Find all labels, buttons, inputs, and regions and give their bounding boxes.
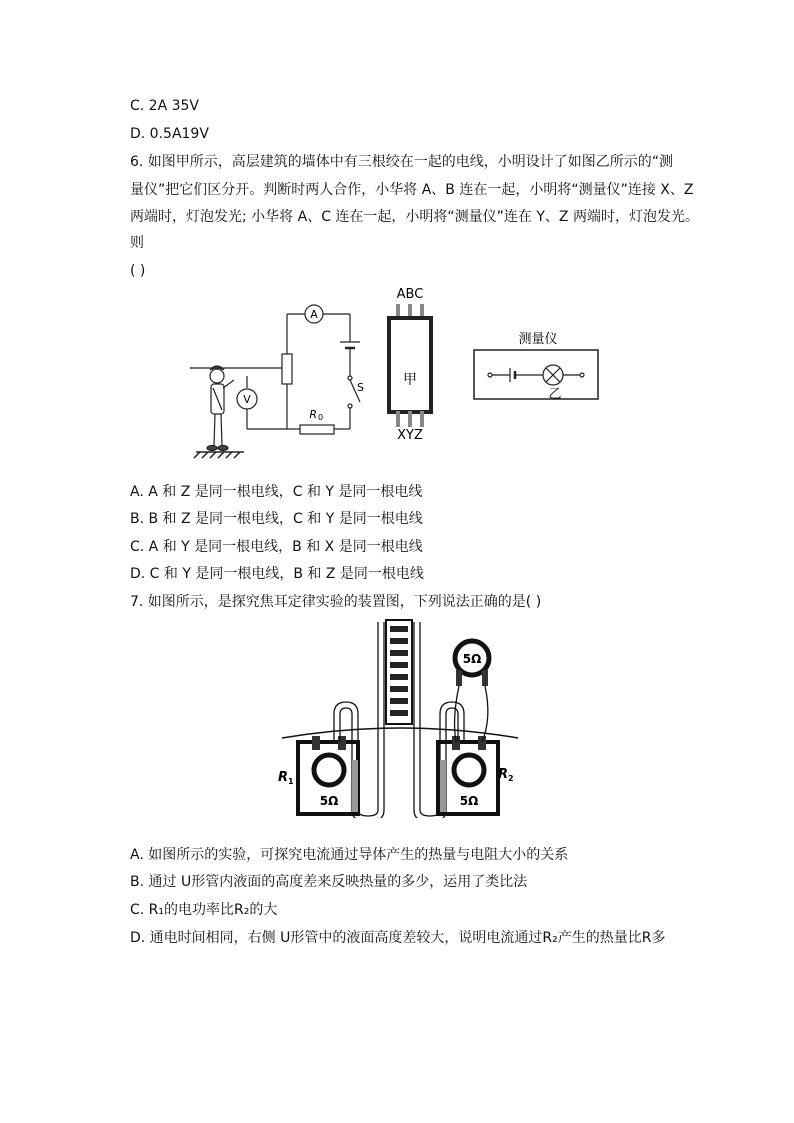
- resistor-label: R: [309, 408, 317, 421]
- q6-stem-line-4: 则: [130, 235, 144, 251]
- q6-option-a: A. A 和 Z 是同一根电线，C 和 Y 是同一根电线: [130, 484, 423, 500]
- q7-option-d: D. 通电时间相同，右侧 U形管中的液面高度差较大，说明电流通过R₂产生的热量比R多: [130, 930, 666, 946]
- q6-answer-bracket: ( ): [130, 263, 146, 279]
- q7-option-a: A. 如图所示的实验，可探究电流通过导体产生的热量与电阻大小的关系: [130, 847, 569, 863]
- switch-label: S: [357, 381, 364, 394]
- person-figure: [207, 366, 234, 451]
- wall-box-label: 甲: [403, 372, 417, 388]
- right-resistor-value: 5Ω: [459, 794, 479, 808]
- resistor-r0: [300, 425, 334, 434]
- ammeter-label: A: [310, 308, 318, 321]
- rheostat: [282, 354, 292, 384]
- resistor-subscript: 0: [318, 413, 324, 422]
- right-resistor-coil: [454, 755, 484, 785]
- external-resistor-value: 5Ω: [462, 652, 482, 666]
- q7-option-b: B. 通过 U形管内液面的高度差来反映热量的多少，运用了类比法: [130, 874, 528, 890]
- r1-subscript: 1: [288, 777, 294, 786]
- q6-stem-line-2: 量仪”把它们区分开。判断时两人合作，小华将 A、B 连在一起，小明将“测量仪”连接 X、Z: [130, 182, 694, 198]
- q6-option-d: D. C 和 Y 是同一根电线，B 和 Z 是同一根电线: [130, 566, 424, 582]
- top-terminals-label: ABC: [396, 287, 424, 302]
- meter-label: 乙: [548, 387, 562, 402]
- q6-stem-line-1: 6. 如图甲所示，高层建筑的墙体中有三根绞在一起的电线，小明设计了如图乙所示的“测: [130, 154, 674, 170]
- q6-option-c: C. A 和 Y 是同一根电线，B 和 X 是同一根电线: [130, 539, 423, 555]
- voltmeter-label: V: [243, 393, 251, 406]
- q5-option-d: D. 0.5A19V: [130, 126, 209, 142]
- q7-figure: [270, 618, 530, 818]
- bulb-icon: [543, 365, 563, 385]
- r2-subscript: 2: [508, 774, 514, 783]
- q7-option-c: C. R₁的电功率比R₂的大: [130, 902, 278, 918]
- r1-label: R: [278, 770, 289, 785]
- q6-figure: [190, 284, 610, 459]
- r2-label: R: [498, 767, 509, 782]
- left-resistor-coil: [314, 755, 344, 785]
- scale-board: [386, 620, 412, 724]
- ground-symbol: [194, 452, 244, 458]
- q5-option-c: C. 2A 35V: [130, 98, 200, 114]
- q6-stem-line-3: 两端时，灯泡发光; 小华将 A、C 连在一起，小明将“测量仪”连在 Y、Z 两端时，灯泡发光。: [130, 209, 699, 225]
- bottom-terminals-label: XYZ: [397, 428, 423, 443]
- q7-stem: 7. 如图所示，是探究焦耳定律实验的装置图，下列说法正确的是( ): [130, 594, 542, 610]
- meter-title: 测量仪: [518, 332, 558, 347]
- q6-option-b: B. B 和 Z 是同一根电线，C 和 Y 是同一根电线: [130, 511, 423, 527]
- left-resistor-value: 5Ω: [319, 794, 339, 808]
- wall-box-jia: [389, 318, 431, 412]
